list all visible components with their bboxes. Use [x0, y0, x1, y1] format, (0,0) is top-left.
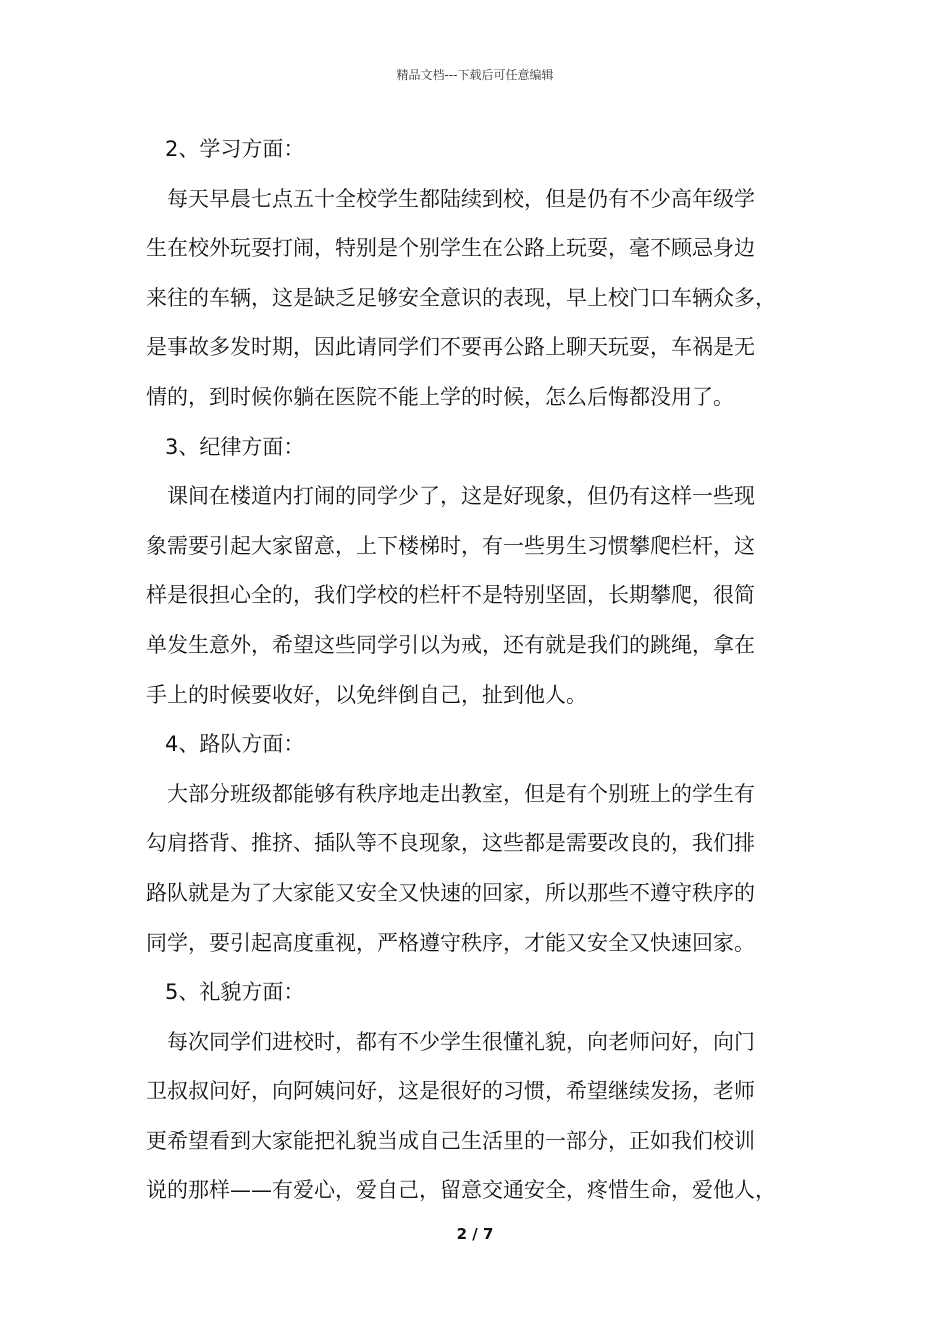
paragraph-line: 象需要引起大家留意，上下楼梯时，有一些男生习惯攀爬栏杆，这	[146, 533, 755, 558]
paragraph-line: 更希望看到大家能把礼貌当成自己生活里的一部分，正如我们校训	[146, 1128, 755, 1153]
paragraph-line: 说的那样——有爱心，爱自己，留意交通安全，疼惜生命，爱他人，	[146, 1178, 776, 1203]
section-heading: 4、路队方面：	[165, 732, 305, 757]
section-heading: 3、纪律方面：	[165, 434, 305, 459]
paragraph-line: 卫叔叔问好，向阿姨问好，这是很好的习惯，希望继续发扬，老师	[146, 1079, 755, 1104]
paragraph-line: 单发生意外，希望这些同学引以为戒，还有就是我们的跳绳，拿在	[146, 632, 755, 657]
paragraph-line: 每天早晨七点五十全校学生都陆续到校，但是仍有不少高年级学	[167, 186, 755, 211]
paragraph-line: 手上的时候要收好，以免绊倒自己，扯到他人。	[146, 682, 587, 707]
paragraph-line: 样是很担心全的，我们学校的栏杆不是特别坚固，长期攀爬，很简	[146, 583, 755, 608]
page-number: 2 / 7	[456, 1225, 494, 1243]
paragraph-line: 课间在楼道内打闹的同学少了，这是好现象，但仍有这样一些现	[167, 484, 755, 509]
paragraph-line: 来往的车辆，这是缺乏足够安全意识的表现，早上校门口车辆众多，	[146, 285, 776, 310]
paragraph-line: 生在校外玩耍打闹，特别是个别学生在公路上玩耍，毫不顾忌身边	[146, 236, 755, 261]
paragraph-line: 是事故多发时期，因此请同学们不要再公路上聊天玩耍，车祸是无	[146, 335, 755, 360]
paragraph-line: 情的，到时候你躺在医院不能上学的时候，怎么后悔都没用了。	[146, 384, 734, 409]
document-body	[146, 125, 816, 1216]
section-heading: 5、礼貌方面：	[165, 980, 305, 1005]
paragraph-line: 同学，要引起高度重视，严格遵守秩序，才能又安全又快速回家。	[146, 930, 755, 955]
paragraph-line: 勾肩搭背、推挤、插队等不良现象，这些都是需要改良的，我们排	[146, 831, 755, 856]
paragraph-line: 大部分班级都能够有秩序地走出教室，但是有个别班上的学生有	[167, 781, 755, 806]
paragraph-line: 每次同学们进校时，都有不少学生很懂礼貌，向老师问好，向门	[167, 1029, 755, 1054]
paragraph-line: 路队就是为了大家能又安全又快速的回家，所以那些不遵守秩序的	[146, 880, 755, 905]
page-header: 精品文档---下载后可任意编辑	[396, 68, 554, 82]
section-heading: 2、学习方面：	[165, 137, 305, 161]
